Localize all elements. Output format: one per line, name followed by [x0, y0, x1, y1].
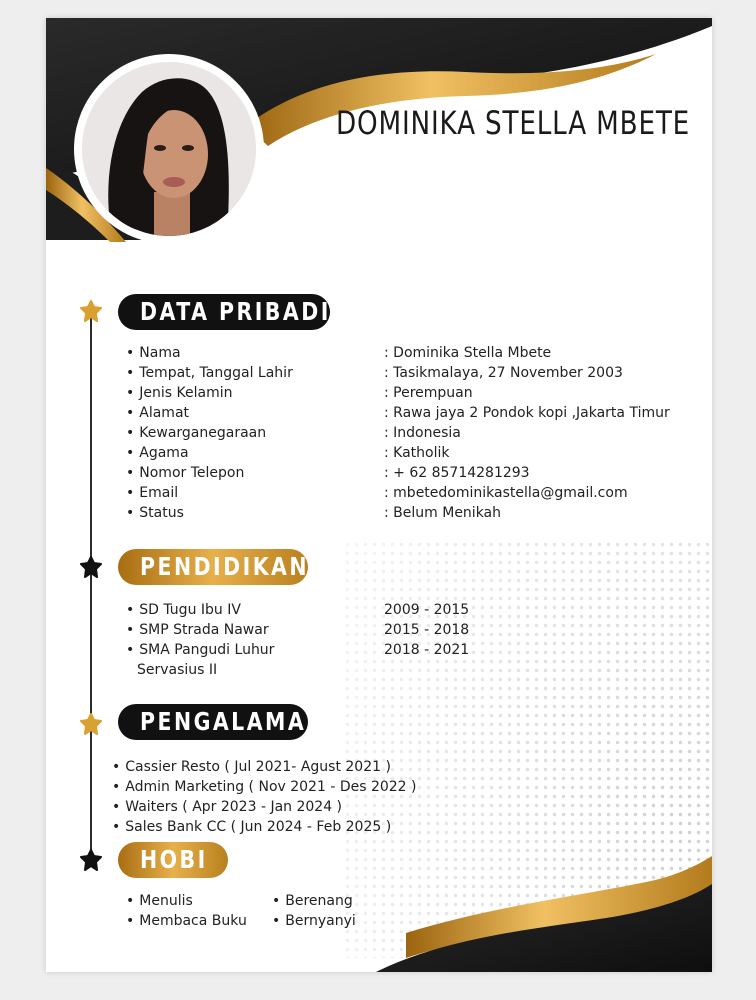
profile-photo — [74, 54, 264, 244]
personal-value-nama: : Dominika Stella Mbete — [384, 345, 552, 361]
personal-value-agama: : Katholik — [384, 445, 450, 461]
section-heading-hobi: HOBI — [118, 842, 228, 878]
hobby-item: • Bernyanyi — [272, 913, 356, 929]
section-heading-pengalaman: PENGALAMAN — [118, 704, 308, 740]
flower-marker-icon — [80, 713, 102, 735]
personal-value-kewarganegaraan: : Indonesia — [384, 425, 461, 441]
flower-marker-icon — [80, 556, 102, 578]
personal-label-jenis-kelamin: • Jenis Kelamin — [126, 385, 232, 401]
flower-marker-icon — [80, 300, 102, 322]
experience-item: • Sales Bank CC ( Jun 2024 - Feb 2025 ) — [112, 819, 391, 835]
experience-item: • Waiters ( Apr 2023 - Jan 2024 ) — [112, 799, 342, 815]
personal-label-kewarganegaraan: • Kewarganegaraan — [126, 425, 266, 441]
portrait-illustration — [82, 62, 256, 236]
education-school: • SMP Strada Nawar — [126, 622, 269, 638]
full-name-title: DOMINIKA STELLA MBETE — [336, 104, 691, 142]
flower-marker-icon — [80, 849, 102, 871]
personal-value-ttl: : Tasikmalaya, 27 November 2003 — [384, 365, 623, 381]
personal-value-telepon: : + 62 85714281293 — [384, 465, 530, 481]
personal-value-alamat: : Rawa jaya 2 Pondok kopi ,Jakarta Timur — [384, 405, 670, 421]
personal-label-ttl: • Tempat, Tanggal Lahir — [126, 365, 293, 381]
personal-label-telepon: • Nomor Telepon — [126, 465, 244, 481]
personal-value-jenis-kelamin: : Perempuan — [384, 385, 473, 401]
education-years: 2009 - 2015 — [384, 602, 470, 618]
section-heading-data-pribadi: DATA PRIBADI — [118, 294, 330, 330]
personal-label-alamat: • Alamat — [126, 405, 189, 421]
personal-label-email: • Email — [126, 485, 178, 501]
personal-label-agama: • Agama — [126, 445, 189, 461]
education-years: 2015 - 2018 — [384, 622, 470, 638]
experience-item: • Admin Marketing ( Nov 2021 - Des 2022 ) — [112, 779, 417, 795]
personal-value-email: : mbetedominikastella@gmail.com — [384, 485, 628, 501]
personal-label-nama: • Nama — [126, 345, 181, 361]
personal-label-status: • Status — [126, 505, 184, 521]
cv-page — [46, 18, 712, 972]
avatar — [82, 62, 256, 236]
hobby-item: • Berenang — [272, 893, 353, 909]
education-years: 2018 - 2021 — [384, 642, 470, 658]
education-school: • SMA Pangudi Luhur — [126, 642, 274, 658]
hobby-item: • Membaca Buku — [126, 913, 247, 929]
personal-value-status: : Belum Menikah — [384, 505, 502, 521]
education-school: • SD Tugu Ibu IV — [126, 602, 241, 618]
experience-item: • Cassier Resto ( Jul 2021- Agust 2021 ) — [112, 759, 391, 775]
hobby-item: • Menulis — [126, 893, 193, 909]
timeline-line — [90, 318, 92, 863]
section-heading-pendidikan: PENDIDIKAN — [118, 549, 308, 585]
education-school-line2: Servasius II — [137, 662, 218, 678]
